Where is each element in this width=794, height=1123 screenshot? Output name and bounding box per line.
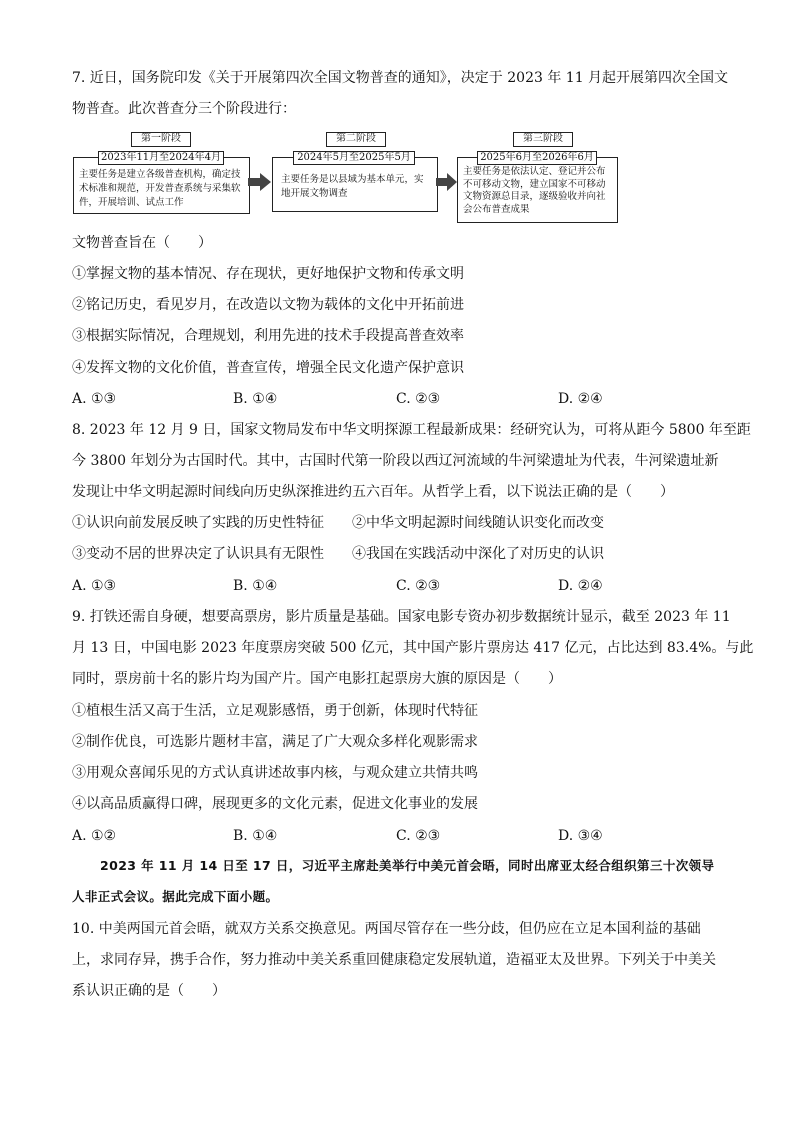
stage1-date: 2023年11月至2024年4月 (98, 151, 224, 165)
stage2-text: 主要任务是以县域为基本单元，实地开展文物调查 (281, 174, 424, 199)
stage3-date: 2025年6月至2026年6月 (477, 151, 597, 165)
q7-item-1: ①掌握文物的基本情况、存在现状，更好地保护文物和传承文明 (72, 266, 464, 282)
stage2-date: 2024年5月至2025年5月 (293, 151, 415, 165)
q9-item-3: ③用观众喜闻乐见的方式认真讲述故事内核，与观众建立共情共鸣 (72, 765, 478, 781)
q7-item-3: ③根据实际情况，合理规划，利用先进的技术手段提高普查效率 (72, 328, 464, 344)
q7-item-4: ④发挥文物的文化价值，普查宣传，增强全民文化遗产保护意识 (72, 360, 464, 376)
q10-stem-line2: 上，求同存异，携手合作，努力推动中美关系重回健康稳定发展轨道，造福亚太及世界。下列关于中美关 (72, 952, 716, 968)
stage1-box (73, 157, 250, 214)
material-intro-line2: 人非正式会议。据此完成下面小题。 (72, 889, 279, 904)
q7-stem-line1: 7. 近日，国务院印发《关于开展第四次全国文物普查的通知》，决定于 2023 年 11 月起开展第四次全国文 (72, 70, 729, 86)
q8-stem-line1: 8. 2023 年 12 月 9 日，国家文物局发布中华文明探源工程最新成果：经研究认为，可将从距今 5800 年至距 (72, 422, 751, 438)
q7-option-d[interactable]: D. ②④ (558, 391, 603, 407)
q8-item-4: ④我国在实践活动中深化了对历史的认识 (352, 546, 604, 562)
q9-item-2: ②制作优良，可选影片题材丰富，满足了广大观众多样化观影需求 (72, 734, 478, 750)
q8-option-d[interactable]: D. ②④ (558, 578, 603, 594)
q8-option-c[interactable]: C. ②③ (396, 578, 441, 594)
arrow-right-icon (248, 172, 272, 192)
stage1-text: 主要任务是建立各级普查机构，确定技术标准和规范，开发普查系统与采集软件，开展培训、试点工作 (79, 169, 241, 208)
q8-item-1: ①认识向前发展反映了实践的历史性特征 (72, 515, 324, 531)
q9-stem-line1: 9. 打铁还需自身硬，想要高票房，影片质量是基础。国家电影专资办初步数据统计显示，截至 2023 年 11 (72, 609, 731, 625)
q10-stem-line3: 系认识正确的是（ ） (72, 983, 226, 999)
q7-option-b[interactable]: B. ①④ (233, 391, 278, 407)
q8-stem-line3: 发现让中华文明起源时间线向历史纵深推进约五六百年。从哲学上看，以下说法正确的是（ ） (72, 484, 674, 500)
stage3-label: 第三阶段 (513, 132, 573, 147)
q9-stem-line2: 月 13 日，中国电影 2023 年度票房突破 500 亿元，其中国产影片票房达 417 亿元，占比达到 83.4%。与此 (72, 640, 754, 656)
stage2-box (272, 157, 438, 212)
q9-item-4: ④以高品质赢得口碑，展现更多的文化元素，促进文化事业的发展 (72, 796, 478, 812)
stage3-text: 主要任务是依法认定、登记并公布不可移动文物，建立国家不可移动文物资源总目录，逐级验收并向社会公布普查成果 (463, 166, 606, 215)
q7-question: 文物普查旨在（ ） (72, 235, 212, 251)
q7-stem-line2: 物普查。此次普查分三个阶段进行： (72, 101, 296, 117)
q7-option-c[interactable]: C. ②③ (396, 391, 441, 407)
stage2-label: 第二阶段 (326, 132, 386, 147)
q8-item-2: ②中华文明起源时间线随认识变化而改变 (352, 515, 604, 531)
q8-option-a[interactable]: A. ①③ (72, 578, 117, 594)
q8-option-b[interactable]: B. ①④ (233, 578, 278, 594)
q10-stem-line1: 10. 中美两国元首会晤，就双方关系交换意见。两国尽管存在一些分歧，但仍应在立足本国利益的基础 (72, 921, 701, 937)
arrow-right-icon (436, 172, 458, 192)
q9-option-a[interactable]: A. ①② (72, 828, 117, 844)
material-intro-line1: 2023 年 11 月 14 日至 17 日，习近平主席赴美举行中美元首会晤，同时出席亚太经合组织第三十次领导 (100, 858, 715, 873)
q7-option-a[interactable]: A. ①③ (72, 391, 117, 407)
q7-item-2: ②铭记历史，看见岁月，在改造以文物为载体的文化中开拓前进 (72, 297, 464, 313)
stage3-box (457, 157, 618, 223)
q9-option-d[interactable]: D. ③④ (558, 828, 603, 844)
q9-item-1: ①植根生活又高于生活，立足观影感悟，勇于创新，体现时代特征 (72, 703, 478, 719)
q9-stem-line3: 同时，票房前十名的影片均为国产片。国产电影扛起票房大旗的原因是（ ） (72, 671, 562, 687)
q9-option-b[interactable]: B. ①④ (233, 828, 278, 844)
q8-stem-line2: 今 3800 年划分为古国时代。其中，古国时代第一阶段以西辽河流域的牛河梁遗址为代表，牛河梁遗址新 (72, 453, 719, 469)
q8-item-3: ③变动不居的世界决定了认识具有无限性 (72, 546, 324, 562)
q9-option-c[interactable]: C. ②③ (396, 828, 441, 844)
stage1-label: 第一阶段 (131, 132, 191, 147)
